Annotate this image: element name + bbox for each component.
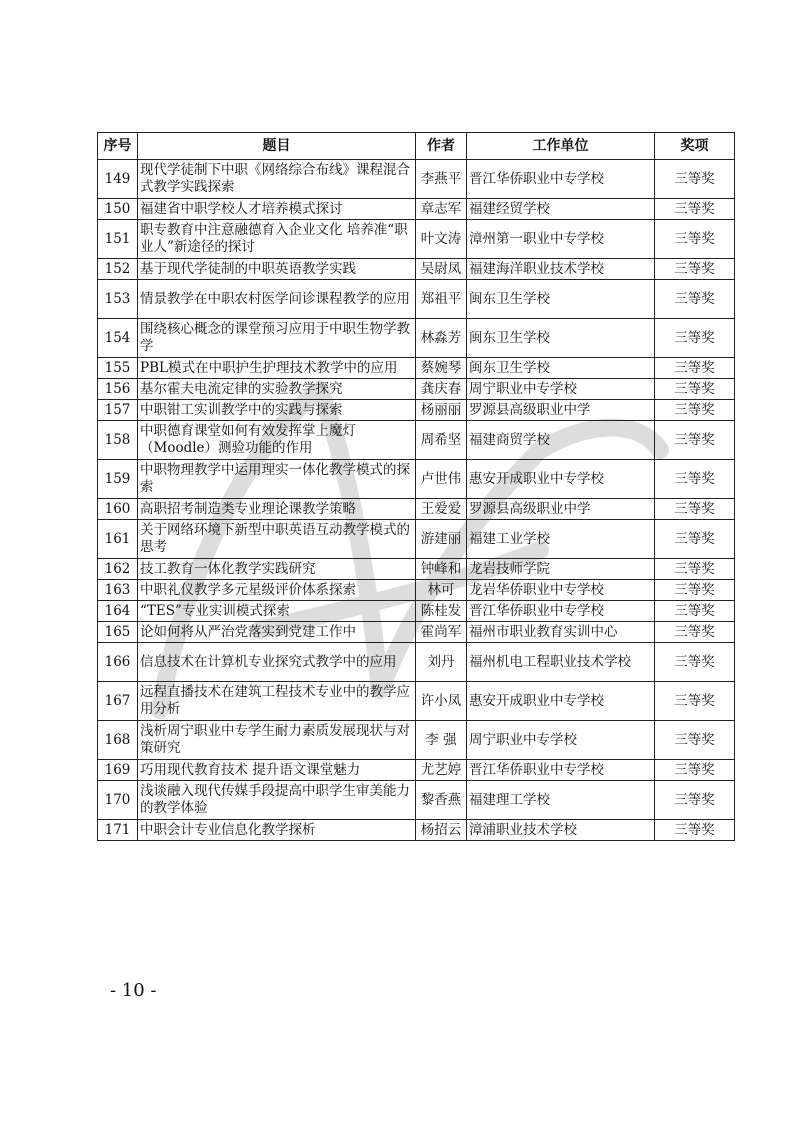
row-number: 164 [98,601,138,622]
row-title: 巧用现代教育技术 提升语文课堂魅力 [138,760,416,781]
row-title: 福建省中职学校人才培养模式探讨 [138,199,416,220]
header-no: 序号 [98,133,138,160]
row-award: 三等奖 [655,220,735,259]
row-title: “TES”专业实训模式探索 [138,601,416,622]
table-row [98,421,735,460]
row-author: 陈桂发 [416,601,467,622]
row-unit: 闽东卫生学校 [467,319,655,358]
row-author: 李 强 [416,721,467,760]
row-unit: 福建经贸学校 [467,199,655,220]
row-unit: 福建商贸学校 [467,421,655,460]
row-unit: 闽东卫生学校 [467,280,655,319]
table-row [98,601,735,622]
row-unit: 福建理工学校 [467,781,655,820]
row-number: 151 [98,220,138,259]
row-author: 章志军 [416,199,467,220]
table-row [98,199,735,220]
row-number: 169 [98,760,138,781]
header-award: 奖项 [655,133,735,160]
row-title: 中职物理教学中运用理实一体化教学模式的探索 [138,460,416,499]
table-row [98,760,735,781]
table-row [98,358,735,379]
row-title: 情景教学在中职农村医学问诊课程教学的应用 [138,280,416,319]
table-row [98,559,735,580]
row-unit: 晋江华侨职业中专学校 [467,760,655,781]
row-title: 中职礼仪教学多元星级评价体系探索 [138,580,416,601]
row-unit: 龙岩技师学院 [467,559,655,580]
table-row [98,580,735,601]
row-title: 高职招考制造类专业理论课教学策略 [138,499,416,520]
row-number: 166 [98,643,138,682]
table-row [98,820,735,841]
row-author: 叶文涛 [416,220,467,259]
row-title: 基于现代学徒制的中职英语教学实践 [138,259,416,280]
row-number: 157 [98,400,138,421]
row-award: 三等奖 [655,319,735,358]
awards-table [97,132,735,841]
row-title: 职专教育中注意融德育入企业文化 培养准“职业人”新途径的探讨 [138,220,416,259]
row-award: 三等奖 [655,358,735,379]
row-title: 信息技术在计算机专业探究式教学中的应用 [138,643,416,682]
row-unit: 晋江华侨职业中专学校 [467,601,655,622]
table-row [98,781,735,820]
table-row [98,160,735,199]
row-author: 杨招云 [416,820,467,841]
row-award: 三等奖 [655,280,735,319]
row-number: 160 [98,499,138,520]
row-number: 155 [98,358,138,379]
row-title: 中职钳工实训教学中的实践与探索 [138,400,416,421]
row-award: 三等奖 [655,379,735,400]
row-number: 154 [98,319,138,358]
row-author: 王爱爱 [416,499,467,520]
row-author: 卢世伟 [416,460,467,499]
row-award: 三等奖 [655,781,735,820]
row-number: 162 [98,559,138,580]
table-header-row [98,133,735,160]
row-title: PBL模式在中职护生护理技术教学中的应用 [138,358,416,379]
row-number: 168 [98,721,138,760]
table-row [98,319,735,358]
row-unit: 福州市职业教育实训中心 [467,622,655,643]
row-number: 152 [98,259,138,280]
row-author: 郑祖平 [416,280,467,319]
page-number: - 10 - [110,980,157,1001]
row-title: 关于网络环境下新型中职英语互动教学模式的思考 [138,520,416,559]
row-author: 杨丽丽 [416,400,467,421]
row-author: 钟峰和 [416,559,467,580]
row-number: 163 [98,580,138,601]
row-unit: 罗源县高级职业中学 [467,400,655,421]
table-row [98,622,735,643]
table-row [98,520,735,559]
row-author: 李燕平 [416,160,467,199]
row-number: 153 [98,280,138,319]
table-row [98,280,735,319]
row-unit: 惠安开成职业中专学校 [467,460,655,499]
table-row [98,499,735,520]
row-award: 三等奖 [655,520,735,559]
row-award: 三等奖 [655,580,735,601]
row-title: 远程直播技术在建筑工程技术专业中的教学应用分析 [138,682,416,721]
row-author: 周希坚 [416,421,467,460]
row-unit: 闽东卫生学校 [467,358,655,379]
row-number: 161 [98,520,138,559]
table-row [98,220,735,259]
row-number: 171 [98,820,138,841]
row-author: 霍尚军 [416,622,467,643]
table-row [98,460,735,499]
table-row [98,721,735,760]
row-award: 三等奖 [655,760,735,781]
row-unit: 福建海洋职业技术学校 [467,259,655,280]
row-award: 三等奖 [655,601,735,622]
row-unit: 晋江华侨职业中专学校 [467,160,655,199]
row-number: 149 [98,160,138,199]
table-row [98,682,735,721]
table-row [98,259,735,280]
table-body [98,160,735,841]
row-award: 三等奖 [655,199,735,220]
header-unit: 工作单位 [467,133,655,160]
row-award: 三等奖 [655,460,735,499]
row-title: 技工教育一体化教学实践研究 [138,559,416,580]
row-number: 159 [98,460,138,499]
row-award: 三等奖 [655,421,735,460]
row-author: 尤艺婷 [416,760,467,781]
row-unit: 福建工业学校 [467,520,655,559]
row-unit: 周宁职业中专学校 [467,379,655,400]
row-author: 蔡婉琴 [416,358,467,379]
row-award: 三等奖 [655,400,735,421]
row-award: 三等奖 [655,682,735,721]
row-number: 150 [98,199,138,220]
table-row [98,643,735,682]
row-award: 三等奖 [655,499,735,520]
row-award: 三等奖 [655,721,735,760]
row-unit: 惠安开成职业中专学校 [467,682,655,721]
row-title: 浅谈融入现代传媒手段提高中职学生审美能力的教学体验 [138,781,416,820]
row-number: 158 [98,421,138,460]
row-award: 三等奖 [655,259,735,280]
row-author: 林可 [416,580,467,601]
row-title: 基尔霍夫电流定律的实验教学探究 [138,379,416,400]
row-title: 论如何将从严治党落实到党建工作中 [138,622,416,643]
row-award: 三等奖 [655,643,735,682]
row-title: 围绕核心概念的课堂预习应用于中职生物学教学 [138,319,416,358]
row-unit: 龙岩华侨职业中专学校 [467,580,655,601]
row-author: 龚庆春 [416,379,467,400]
table-row [98,400,735,421]
row-author: 黎香燕 [416,781,467,820]
row-number: 156 [98,379,138,400]
row-author: 刘丹 [416,643,467,682]
row-number: 170 [98,781,138,820]
header-author: 作者 [416,133,467,160]
row-award: 三等奖 [655,559,735,580]
row-title: 中职德育课堂如何有效发挥掌上魔灯（Moodle）测验功能的作用 [138,421,416,460]
row-unit: 罗源县高级职业中学 [467,499,655,520]
row-number: 167 [98,682,138,721]
row-award: 三等奖 [655,820,735,841]
row-title: 现代学徒制下中职《网络综合布线》课程混合式教学实践探索 [138,160,416,199]
row-unit: 周宁职业中专学校 [467,721,655,760]
row-author: 吴尉凤 [416,259,467,280]
row-title: 浅析周宁职业中专学生耐力素质发展现状与对策研究 [138,721,416,760]
row-number: 165 [98,622,138,643]
table-row [98,379,735,400]
row-award: 三等奖 [655,160,735,199]
row-award: 三等奖 [655,622,735,643]
row-unit: 福州机电工程职业技术学校 [467,643,655,682]
row-unit: 漳浦职业技术学校 [467,820,655,841]
row-title: 中职会计专业信息化教学探析 [138,820,416,841]
row-author: 林淼芳 [416,319,467,358]
row-author: 游建丽 [416,520,467,559]
row-unit: 漳州第一职业中专学校 [467,220,655,259]
row-author: 许小凤 [416,682,467,721]
header-title: 题目 [138,133,416,160]
